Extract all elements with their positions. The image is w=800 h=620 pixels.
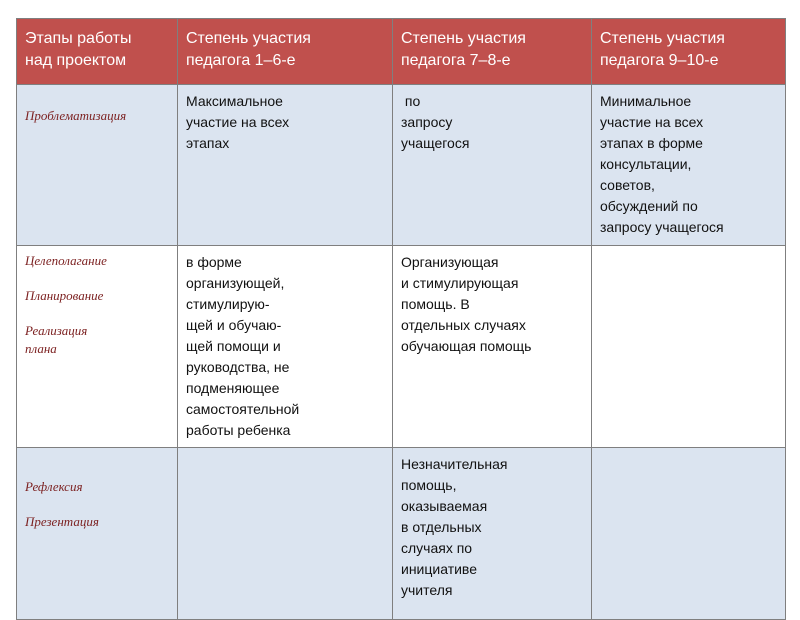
participation-cell: в форме организующей, стимулирую- щей и обучаю- щей помощи и руководства, не подменяющее самостоятельной работы ребенка [178, 246, 393, 448]
participation-cell [592, 448, 786, 620]
stage-label: Реализация плана [25, 323, 88, 356]
stage-label: Целеполагание [25, 253, 107, 268]
stage-label: Рефлексия [25, 479, 83, 494]
stage-cell [17, 448, 178, 620]
project-stages-table [16, 18, 786, 620]
stage-label: Планирование [25, 288, 104, 303]
header-grades-1-6: Степень участия педагога 1–6-е [178, 19, 393, 85]
participation-cell: по запросу учащегося [393, 85, 592, 246]
table-row [17, 85, 786, 246]
header-grades-9-10: Степень участия педагога 9–10-е [592, 19, 786, 85]
stage-cell [17, 85, 178, 246]
stage-cell [17, 246, 178, 448]
header-row [17, 19, 786, 85]
table-row [17, 448, 786, 620]
header-stages: Этапы работы над проектом [17, 19, 178, 85]
stage-label: Проблематизация [25, 108, 127, 123]
participation-cell [592, 246, 786, 448]
stage-label: Презентация [25, 514, 99, 529]
header-grades-7-8: Степень участия педагога 7–8-е [393, 19, 592, 85]
participation-cell [178, 448, 393, 620]
participation-cell: Организующая и стимулирующая помощь. В отдельных случаях обучающая помощь [393, 246, 592, 448]
participation-cell: Незначительная помощь, оказываемая в отдельных случаях по инициативе учителя [393, 448, 592, 620]
table-row [17, 246, 786, 448]
participation-cell: Минимальное участие на всех этапах в форме консультации, советов, обсуждений по запросу учащегося [592, 85, 786, 246]
participation-cell: Максимальное участие на всех этапах [178, 85, 393, 246]
